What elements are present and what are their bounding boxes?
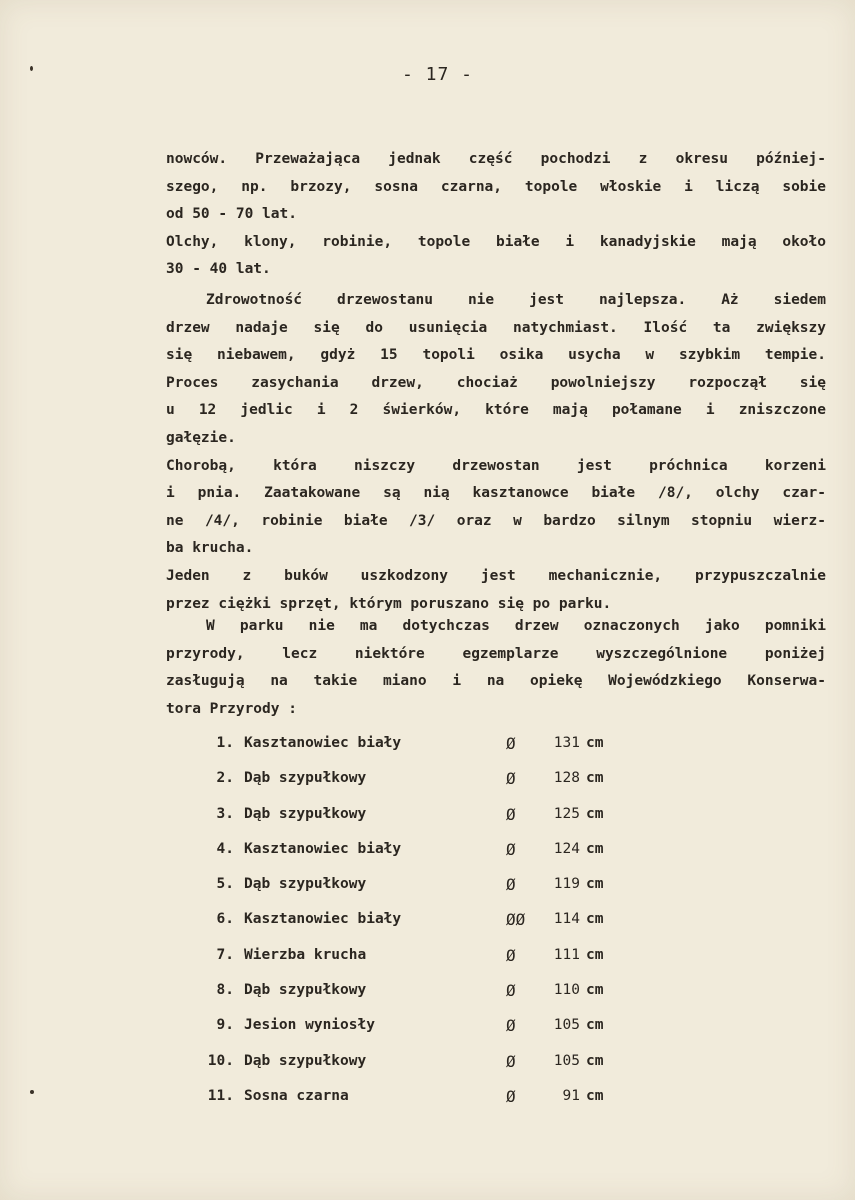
diameter-unit: cm (586, 946, 604, 963)
diameter-unit: cm (586, 876, 604, 893)
text-line: gałęzie. (166, 429, 236, 446)
text-line: Jeden z buków uszkodzony jest mechanicznie, przypuszczalnie (166, 567, 826, 584)
diameter-value: 124 (553, 840, 580, 857)
text-line: drzew nadaje się do usunięcia natychmiast. Ilość ta zwiększy (166, 319, 826, 336)
diameter-value: 105 (553, 1052, 580, 1069)
diameter-value: 128 (553, 770, 580, 787)
text-line: zasługują na takie miano i na opiekę Wojewódzkiego Konserwa- (166, 673, 826, 690)
tree-number: 8. (216, 982, 234, 999)
tree-name: Dąb szypułkowy (244, 982, 367, 999)
tree-name: Dąb szypułkowy (244, 805, 367, 822)
tree-name: Jesion wyniosły (244, 1017, 375, 1034)
paragraph-tree-health (166, 287, 826, 618)
diameter-value: 110 (553, 982, 580, 999)
diameter-symbol: Ø (506, 804, 516, 824)
text-line: i pnia. Zaatakowane są nią kasztanowce białe /8/, olchy czar- (166, 485, 826, 502)
tree-number: 10. (207, 1052, 234, 1069)
diameter-value: 119 (553, 876, 580, 893)
tree-name: Sosna czarna (244, 1087, 349, 1104)
text-line: Zdrowotność drzewostanu nie jest najlepsza. Aż siedem (206, 292, 826, 308)
tree-number: 3. (216, 805, 234, 822)
tree-number: 5. (216, 876, 234, 893)
tree-number: 11. (207, 1087, 234, 1104)
tree-name: Kasztanowiec biały (244, 911, 402, 928)
text-line: u 12 jedlic i 2 świerków, które mają połamane i zniszczone (166, 402, 826, 419)
tree-list-item (190, 973, 650, 1008)
text-line: przez ciężki sprzęt, którym poruszano się po parku. (166, 595, 612, 612)
tree-name: Dąb szypułkowy (244, 770, 367, 787)
tree-name: Kasztanowiec biały (244, 840, 402, 857)
text-line: Chorobą, która niszczy drzewostan jest próchnica korzeni (166, 457, 826, 474)
diameter-unit: cm (586, 770, 604, 787)
diameter-unit: cm (586, 1017, 604, 1034)
tree-name: Kasztanowiec biały (244, 735, 402, 751)
tree-list (190, 726, 650, 1114)
tree-number: 9. (216, 1017, 234, 1034)
diameter-symbol: Ø (506, 945, 516, 965)
diameter-unit: cm (586, 840, 604, 857)
diameter-symbol: Ø (506, 839, 516, 859)
paragraph-natural-monuments (166, 613, 826, 723)
tree-list-item (190, 832, 650, 867)
diameter-unit: cm (586, 1052, 604, 1069)
text-line: szego, np. brzozy, sosna czarna, topole włoskie i liczą sobie (166, 178, 826, 195)
text-line: ne /4/, robinie białe /3/ oraz w bardzo silnym stopniu wierz- (166, 512, 826, 529)
tree-number: 7. (216, 946, 234, 963)
tree-list-item (190, 1008, 650, 1043)
tree-list-item (190, 867, 650, 902)
diameter-value: 131 (553, 735, 580, 751)
diameter-unit: cm (586, 735, 604, 751)
text-line: się niebawem, gdyż 15 topoli osika usycha w szybkim tempie. (166, 347, 826, 364)
text-line: od 50 - 70 lat. (166, 206, 297, 223)
tree-list-item (190, 761, 650, 796)
paragraph-species-age (166, 146, 826, 284)
diameter-symbol: Ø (506, 875, 516, 895)
page-number: - 17 - (401, 64, 474, 85)
text-line: tora Przyrody : (166, 700, 297, 717)
diameter-symbol: Ø (506, 1051, 516, 1071)
diameter-symbol: ØØ (506, 910, 526, 930)
diameter-value: 125 (553, 805, 580, 822)
diameter-unit: cm (586, 911, 604, 928)
tree-number: 2. (216, 770, 234, 787)
diameter-symbol: Ø (506, 1086, 516, 1106)
diameter-value: 114 (553, 911, 580, 928)
tree-list-item (190, 938, 650, 973)
ink-speck (30, 1090, 34, 1094)
text-line: W parku nie ma dotychczas drzew oznaczonych jako pomniki (206, 618, 826, 634)
diameter-unit: cm (586, 1087, 604, 1104)
diameter-value: 105 (553, 1017, 580, 1034)
diameter-value: 111 (553, 946, 580, 963)
text-line: Olchy, klony, robinie, topole białe i kanadyjskie mają około (166, 233, 826, 250)
tree-list-item (190, 1079, 650, 1114)
tree-number: 4. (216, 840, 234, 857)
text-line: nowców. Przeważająca jednak część pochodzi z okresu później- (166, 151, 826, 167)
tree-list-item (190, 1044, 650, 1079)
diameter-value: 91 (562, 1087, 580, 1104)
tree-name: Dąb szypułkowy (244, 1052, 367, 1069)
diameter-symbol: Ø (506, 981, 516, 1001)
tree-name: Wierzba krucha (244, 946, 367, 963)
text-line: ba krucha. (166, 540, 254, 557)
text-line: Proces zasychania drzew, chociaż powolniejszy rozpoczął się (166, 374, 826, 391)
text-line: przyrody, lecz niektóre egzemplarze wyszczególnione poniżej (166, 645, 826, 662)
diameter-unit: cm (586, 805, 604, 822)
diameter-symbol: Ø (506, 769, 516, 789)
tree-name: Dąb szypułkowy (244, 876, 367, 893)
tree-list-item (190, 797, 650, 832)
diameter-symbol: Ø (506, 734, 516, 753)
tree-number: 1. (216, 735, 234, 751)
text-line: 30 - 40 lat. (166, 261, 271, 278)
diameter-symbol: Ø (506, 1016, 516, 1036)
diameter-unit: cm (586, 982, 604, 999)
tree-list-item (190, 902, 650, 937)
tree-number: 6. (216, 911, 234, 928)
tree-list-item (190, 726, 650, 761)
